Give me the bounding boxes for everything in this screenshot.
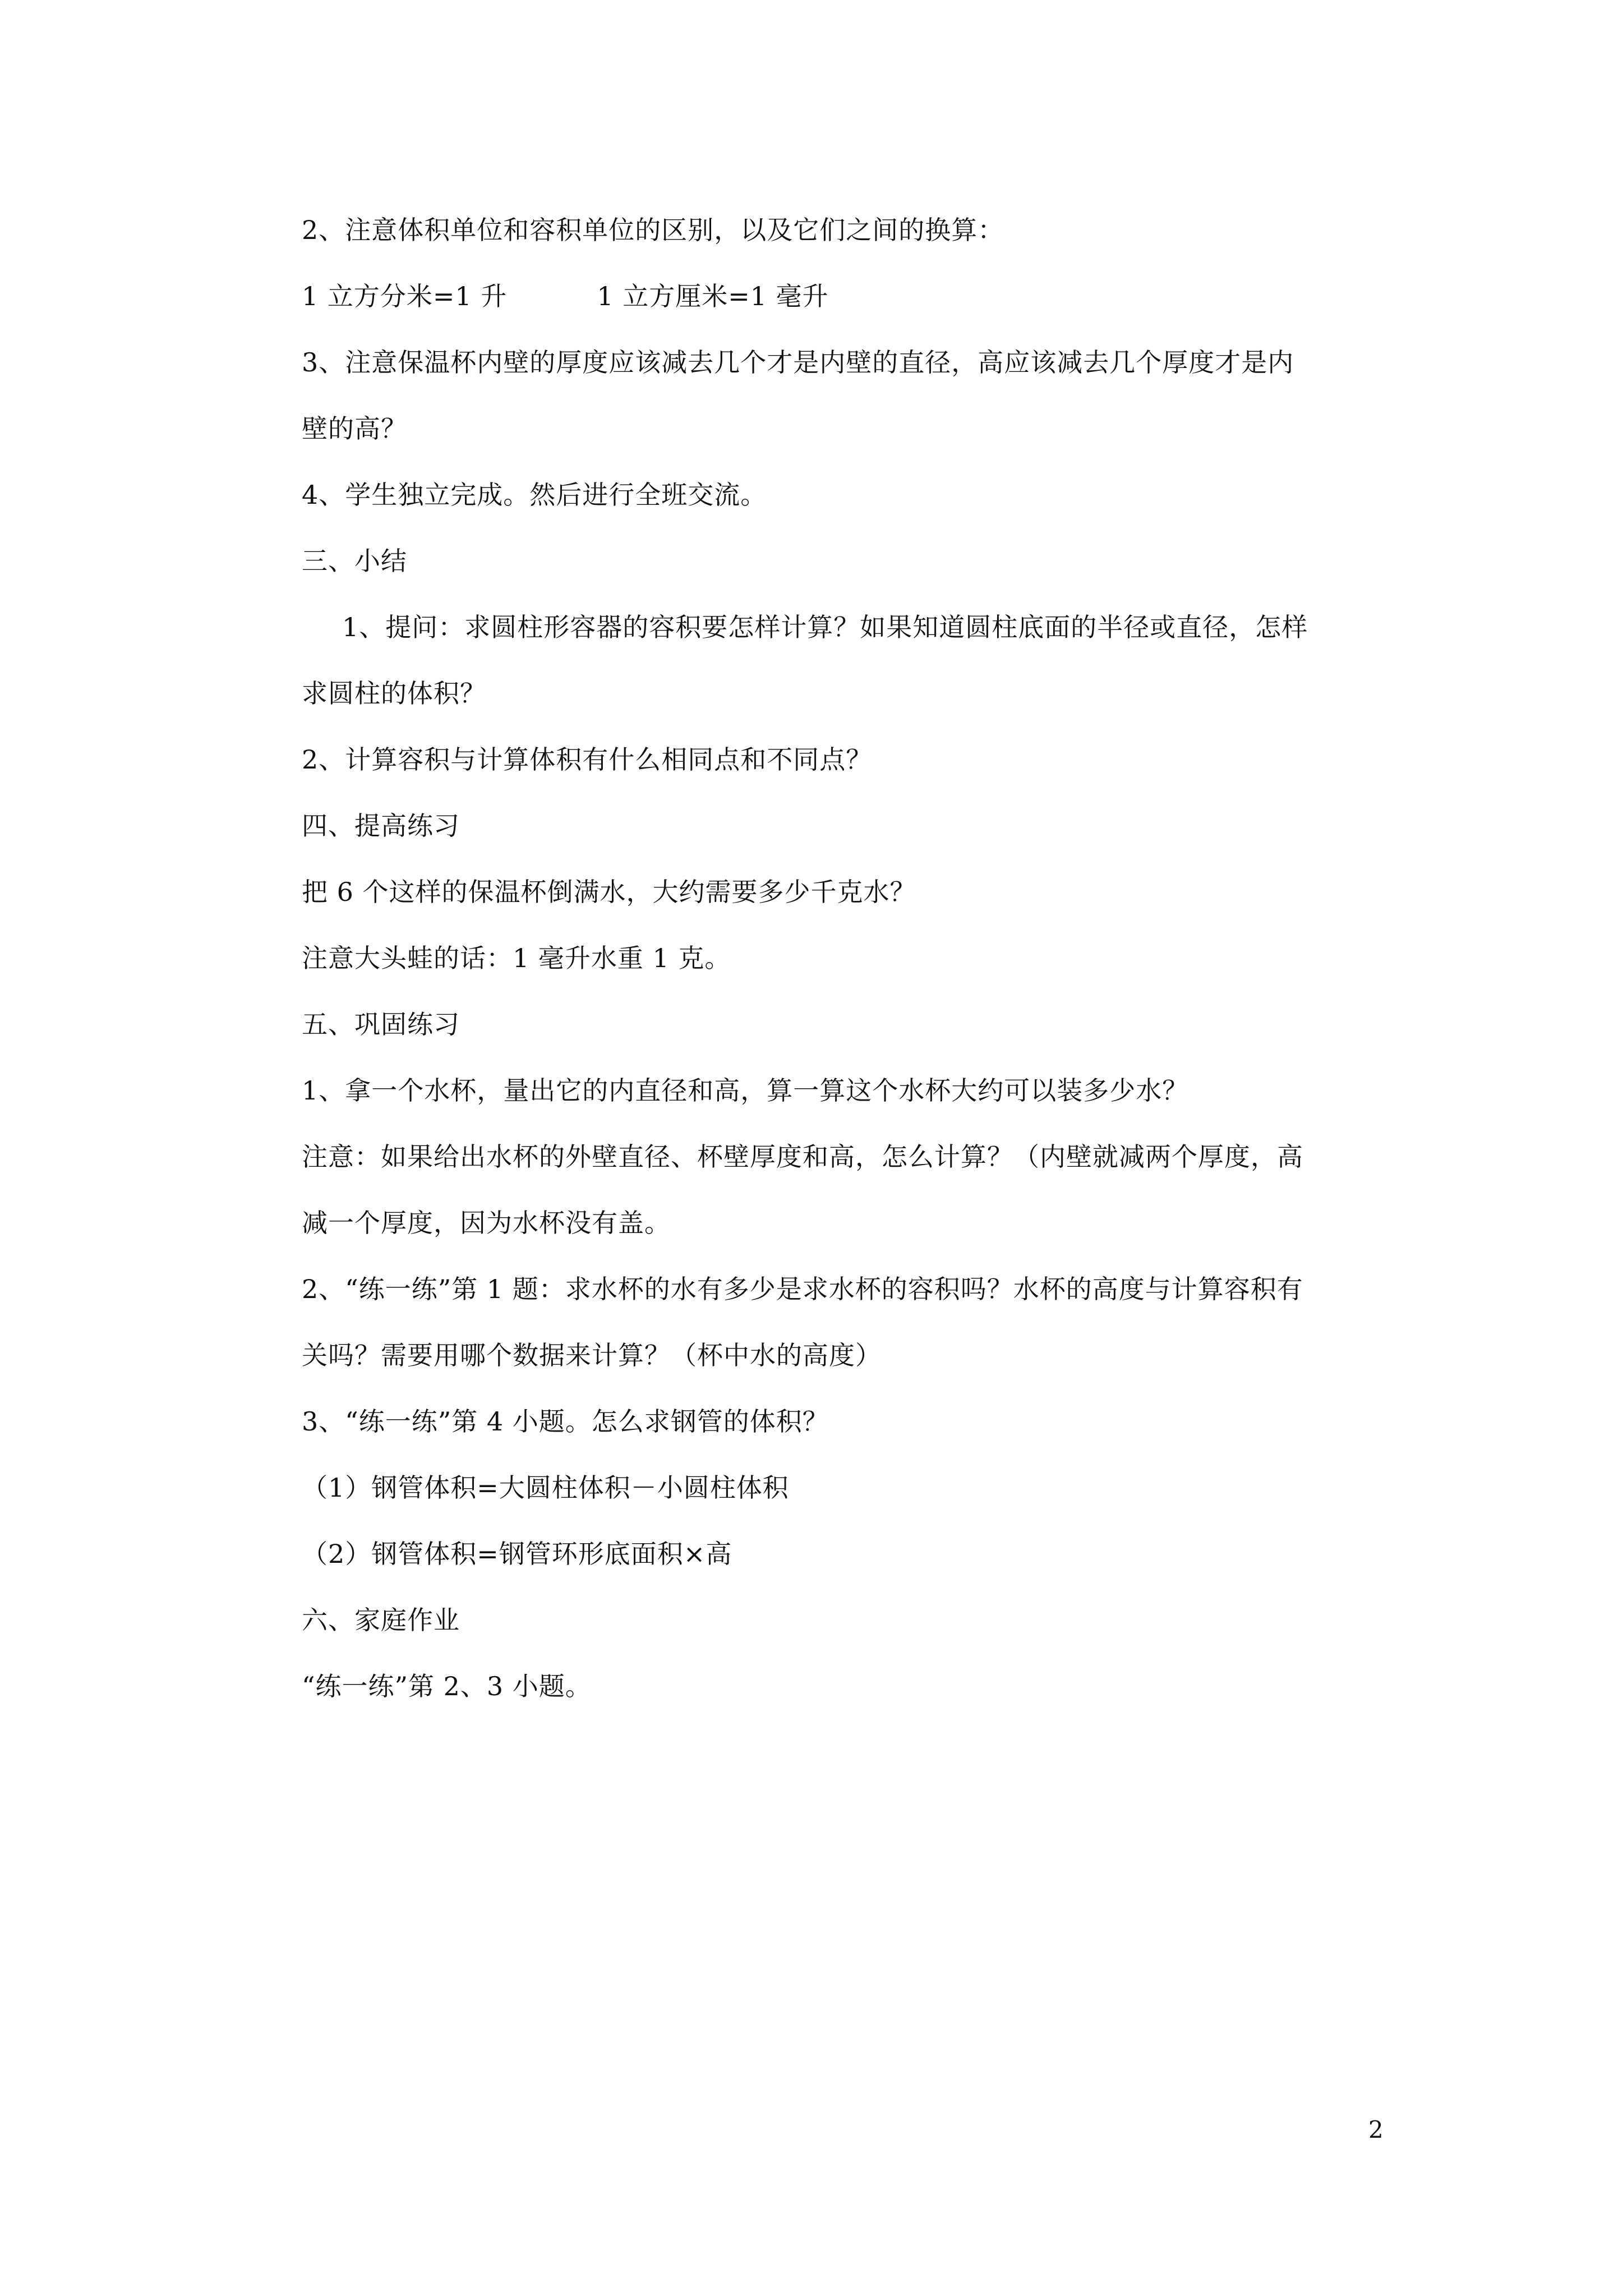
conversion-milliliter: 1 立方厘米=1 毫升 bbox=[597, 281, 829, 311]
formula-pipe-volume-2: （2）钢管体积=钢管环形底面积×高 bbox=[302, 1539, 732, 1569]
paragraph-frog-note: 注意大头蛙的话：1 毫升水重 1 克。 bbox=[302, 943, 731, 973]
paragraph-question-line1: 1、提问：求圆柱形容器的容积要怎样计算？如果知道圆柱底面的半径或直径，怎样 bbox=[342, 612, 1308, 642]
paragraph-exercise1-line1: 2、“练一练”第 1 题：求水杯的水有多少是求水杯的容积吗？水杯的高度与计算容积有 bbox=[302, 1274, 1303, 1304]
conversion-liter: 1 立方分米=1 升 bbox=[302, 281, 508, 311]
paragraph-compare: 2、计算容积与计算体积有什么相同点和不同点？ bbox=[302, 744, 873, 775]
formula-pipe-volume-1: （1）钢管体积=大圆柱体积－小圆柱体积 bbox=[302, 1473, 789, 1503]
section-heading-summary: 三、小结 bbox=[302, 546, 407, 576]
paragraph-exercise1-line2: 关吗？需要用哪个数据来计算？（杯中水的高度） bbox=[302, 1340, 882, 1370]
paragraph-wall-thickness-line2: 壁的高？ bbox=[302, 413, 407, 444]
paragraph-unit-difference: 2、注意体积单位和容积单位的区别，以及它们之间的换算： bbox=[302, 215, 1004, 245]
paragraph-independent-work: 4、学生独立完成。然后进行全班交流。 bbox=[302, 480, 767, 510]
paragraph-note-line2: 减一个厚度，因为水杯没有盖。 bbox=[302, 1208, 671, 1238]
paragraph-note-line1: 注意：如果给出水杯的外壁直径、杯壁厚度和高，怎么计算？（内壁就减两个厚度，高 bbox=[302, 1142, 1303, 1172]
paragraph-wall-thickness-line1: 3、注意保温杯内壁的厚度应该减去几个才是内壁的直径，高应该减去几个厚度才是内 bbox=[302, 347, 1294, 378]
paragraph-six-cups: 把 6 个这样的保温杯倒满水，大约需要多少千克水？ bbox=[302, 877, 916, 907]
section-heading-advanced-practice: 四、提高练习 bbox=[302, 811, 460, 841]
paragraph-measure-cup: 1、拿一个水杯，量出它的内直径和高，算一算这个水杯大约可以装多少水？ bbox=[302, 1075, 1189, 1106]
paragraph-exercise4: 3、“练一练”第 4 小题。怎么求钢管的体积？ bbox=[302, 1406, 829, 1437]
conversion-row bbox=[302, 280, 829, 312]
paragraph-question-line2: 求圆柱的体积？ bbox=[302, 678, 486, 708]
paragraph-homework: “练一练”第 2、3 小题。 bbox=[302, 1671, 592, 1701]
page-number: 2 bbox=[1368, 2116, 1384, 2143]
section-heading-homework: 六、家庭作业 bbox=[302, 1605, 460, 1635]
section-heading-consolidation: 五、巩固练习 bbox=[302, 1009, 460, 1039]
